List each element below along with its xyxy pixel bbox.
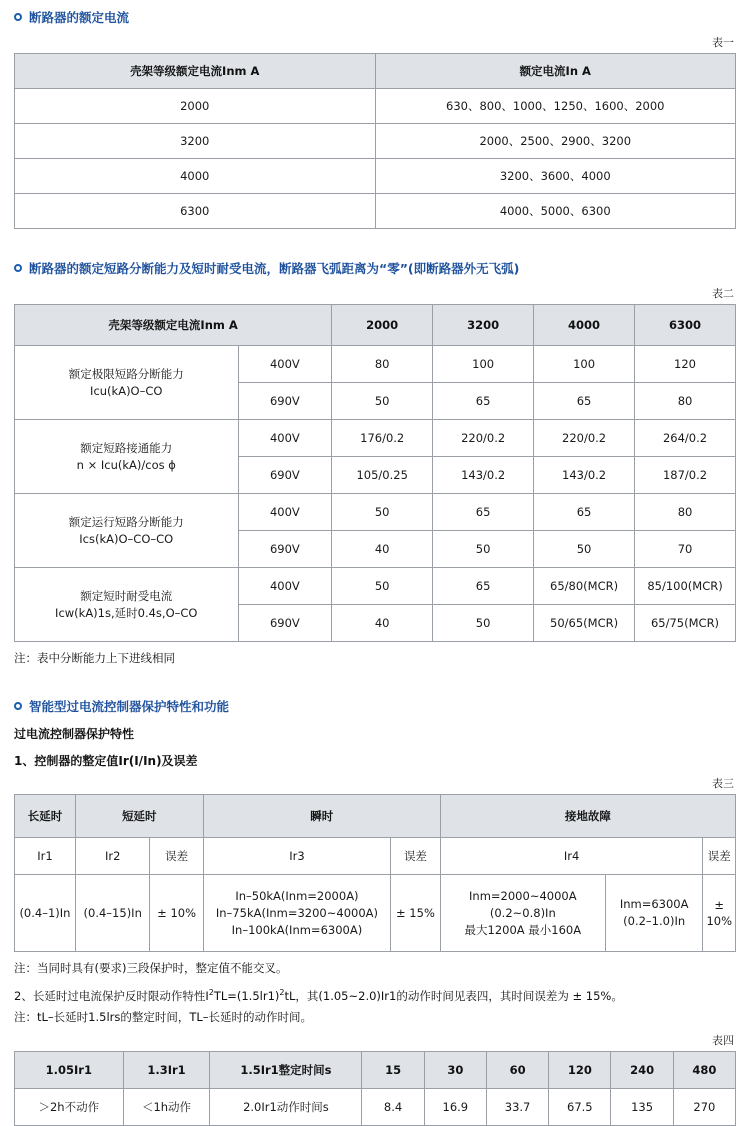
row-label-ics xyxy=(15,494,239,568)
cell-frame-3200: 3200 xyxy=(15,124,376,159)
t4-r1-c1: 1.05Ir1 xyxy=(15,1051,124,1088)
t4-r2-c1: ＞2h不动作 xyxy=(15,1088,124,1125)
cell-ir3-error: ± 15% xyxy=(391,875,441,952)
section-breaking-capacity xyxy=(0,261,750,667)
spacer xyxy=(0,667,750,689)
voltage-690v: 690V xyxy=(238,605,332,642)
t4-r2-c3: 2.0Ir1动作时间s xyxy=(210,1088,362,1125)
bullet-icon xyxy=(14,264,22,272)
row-label-icu-line1: 额定极限短路分断能力 xyxy=(68,366,184,381)
table3-sub-err3: 误差 xyxy=(703,838,736,875)
cell-ir2-value: (0.4–15)In xyxy=(75,875,150,952)
cell: 40 xyxy=(332,531,433,568)
cell: 80 xyxy=(635,383,736,420)
table3-label: 表三 xyxy=(712,777,734,790)
table-row xyxy=(15,305,736,346)
cell: 50 xyxy=(433,531,534,568)
table-breaking-capacity xyxy=(14,304,736,642)
cell: 50/65(MCR) xyxy=(534,605,635,642)
table-row xyxy=(15,795,736,838)
cell-ir4-a-line2: (0.2~0.8)In xyxy=(489,905,556,920)
table2-header-3200: 3200 xyxy=(433,305,534,346)
table-setting-values xyxy=(14,794,736,952)
item2-sup1: 2 xyxy=(208,988,214,997)
cell-frame-2000: 2000 xyxy=(15,89,376,124)
cell: 100 xyxy=(433,346,534,383)
table1-header-rated: 额定电流In A xyxy=(375,54,736,89)
table-row xyxy=(15,194,736,229)
voltage-690v: 690V xyxy=(238,383,332,420)
cell-ir3-line1: In–50kA(Inm=2000A) xyxy=(235,888,359,903)
cell: 50 xyxy=(433,605,534,642)
voltage-400v: 400V xyxy=(238,346,332,383)
table3-sub-ir3: Ir3 xyxy=(203,838,390,875)
voltage-690v: 690V xyxy=(238,531,332,568)
table3-header-instant: 瞬时 xyxy=(203,795,440,838)
table3-sub-ir1: Ir1 xyxy=(15,838,76,875)
cell-current-4000: 3200、3600、4000 xyxy=(375,159,736,194)
cell: 143/0.2 xyxy=(433,457,534,494)
row-label-icw-line1: 额定短时耐受电流 xyxy=(80,588,173,603)
cell-frame-4000: 4000 xyxy=(15,159,376,194)
table3-sub-ir4: Ir4 xyxy=(440,838,703,875)
table-row xyxy=(15,124,736,159)
cell-ir3-line3: In–100kA(Inm=6300A) xyxy=(231,922,363,937)
table4-label: 表四 xyxy=(712,1033,734,1047)
table3-note: 注：当同时具有(要求)三段保护时，整定值不能交叉。 xyxy=(14,961,288,975)
item2-post: tL，其(1.05~2.0)Ir1的动作时间见表四，其时间误差为 ± 15%。 xyxy=(284,988,623,1003)
table3-sub-ir2: Ir2 xyxy=(75,838,150,875)
table-row xyxy=(15,1088,736,1125)
t4-r1-c6: 60 xyxy=(486,1051,548,1088)
t4-r2-c4: 8.4 xyxy=(362,1088,424,1125)
section3-subheading: 过电流控制器保护特性 xyxy=(14,727,135,741)
cell-ir4-b-line2: (0.2–1.0)In xyxy=(623,914,686,928)
t4-r1-c9: 480 xyxy=(673,1051,735,1088)
cell-ir4-b xyxy=(605,875,703,952)
cell-ir4-error: ± 10% xyxy=(703,875,736,952)
cell: 65/80(MCR) xyxy=(534,568,635,605)
table-row xyxy=(15,875,736,952)
cell: 40 xyxy=(332,605,433,642)
table3-header-short-delay: 短延时 xyxy=(75,795,203,838)
cell-ir3-value xyxy=(203,875,390,952)
cell: 176/0.2 xyxy=(332,420,433,457)
section2-heading-text: 断路器的额定短路分断能力及短时耐受电流，断路器飞弧距离为“零”(即断路器外无飞弧) xyxy=(29,261,520,276)
section-rated-current xyxy=(0,10,750,229)
t4-r1-c5: 30 xyxy=(424,1051,486,1088)
cell: 65 xyxy=(433,568,534,605)
t4-r2-c2: ＜1h动作 xyxy=(123,1088,210,1125)
table3-sub-err1: 误差 xyxy=(150,838,203,875)
table-row xyxy=(15,1051,736,1088)
section1-heading-text: 断路器的额定电流 xyxy=(29,10,130,25)
datasheet-page xyxy=(0,10,750,1126)
cell: 50 xyxy=(332,494,433,531)
cell-ir4-a-line3: 最大1200A 最小160A xyxy=(464,922,582,937)
cell: 187/0.2 xyxy=(635,457,736,494)
cell-ir1-value: (0.4–1)In xyxy=(15,875,76,952)
cell: 65 xyxy=(534,383,635,420)
table1-header-frame: 壳架等级额定电流Inm A xyxy=(15,54,376,89)
row-label-icu-line2: Icu(kA)O–CO xyxy=(90,383,163,398)
item2-sup2: 2 xyxy=(279,988,285,997)
t4-r1-c3: 1.5Ir1整定时间s xyxy=(210,1051,362,1088)
cell: 70 xyxy=(635,531,736,568)
cell-current-6300: 4000、5000、6300 xyxy=(375,194,736,229)
row-label-ics-line2: Ics(kA)O–CO–CO xyxy=(79,531,174,546)
row-label-making xyxy=(15,420,239,494)
voltage-690v: 690V xyxy=(238,457,332,494)
t4-r2-c9: 270 xyxy=(673,1088,735,1125)
table2-header-frame: 壳架等级额定电流Inm A xyxy=(15,305,332,346)
t4-r2-c5: 16.9 xyxy=(424,1088,486,1125)
row-label-icu xyxy=(15,346,239,420)
cell: 80 xyxy=(635,494,736,531)
row-label-icw xyxy=(15,568,239,642)
voltage-400v: 400V xyxy=(238,568,332,605)
row-label-making-line2: n × Icu(kA)/cos ϕ xyxy=(76,457,176,472)
cell: 100 xyxy=(534,346,635,383)
cell: 65 xyxy=(433,494,534,531)
section3-heading-text: 智能型过电流控制器保护特性和功能 xyxy=(29,699,230,714)
cell-ir4-b-line1: Inm=6300A xyxy=(619,897,689,911)
cell: 50 xyxy=(332,568,433,605)
table2-header-6300: 6300 xyxy=(635,305,736,346)
voltage-400v: 400V xyxy=(238,494,332,531)
cell: 105/0.25 xyxy=(332,457,433,494)
table-row xyxy=(15,838,736,875)
cell: 65 xyxy=(433,383,534,420)
table2-label: 表二 xyxy=(712,287,734,300)
cell: 65 xyxy=(534,494,635,531)
section1-heading xyxy=(14,10,736,26)
bullet-icon xyxy=(14,13,22,21)
table-row xyxy=(15,89,736,124)
item2-pre: 2、长延时过电流保护反时限动作特性I xyxy=(14,988,209,1003)
t4-r2-c8: 135 xyxy=(611,1088,673,1125)
table1-label: 表一 xyxy=(712,36,734,49)
cell: 85/100(MCR) xyxy=(635,568,736,605)
cell: 143/0.2 xyxy=(534,457,635,494)
t4-r1-c8: 240 xyxy=(611,1051,673,1088)
cell-frame-6300: 6300 xyxy=(15,194,376,229)
voltage-400v: 400V xyxy=(238,420,332,457)
spacer xyxy=(0,229,750,251)
cell-ir3-line2: In–75kA(Inm=3200~4000A) xyxy=(215,905,378,920)
t4-r1-c4: 15 xyxy=(362,1051,424,1088)
cell: 80 xyxy=(332,346,433,383)
row-label-ics-line1: 额定运行短路分断能力 xyxy=(68,514,184,529)
t4-r2-c6: 33.7 xyxy=(486,1088,548,1125)
cell: 120 xyxy=(635,346,736,383)
section3-heading xyxy=(14,699,736,715)
cell: 65/75(MCR) xyxy=(635,605,736,642)
cell: 50 xyxy=(534,531,635,568)
section-controller-protection xyxy=(0,699,750,1126)
row-label-icw-line2: Icw(kA)1s,延时0.4s,O–CO xyxy=(55,605,198,620)
section2-heading xyxy=(14,261,736,277)
table2-note: 注：表中分断能力上下进线相同 xyxy=(14,651,175,665)
cell-ir4-a-line1: Inm=2000~4000A xyxy=(469,888,577,903)
t4-r1-c2: 1.3Ir1 xyxy=(123,1051,210,1088)
table-long-delay-times xyxy=(14,1051,736,1126)
cell: 50 xyxy=(332,383,433,420)
section3-item1: 1、控制器的整定值Ir(I/In)及误差 xyxy=(14,754,198,768)
t4-r1-c7: 120 xyxy=(549,1051,611,1088)
row-label-making-line1: 额定短路接通能力 xyxy=(80,440,173,455)
table3-sub-err2: 误差 xyxy=(391,838,441,875)
table2-header-4000: 4000 xyxy=(534,305,635,346)
table3-header-ground-fault: 接地故障 xyxy=(440,795,735,838)
cell-ir4-a xyxy=(440,875,605,952)
section3-note2: 注：tL–长延时1.5lrs的整定时间，TL–长延时的动作时间。 xyxy=(14,1009,313,1024)
cell: 220/0.2 xyxy=(433,420,534,457)
table3-header-long-delay: 长延时 xyxy=(15,795,76,838)
section3-item2 xyxy=(14,983,736,1006)
table-row xyxy=(15,159,736,194)
table-rated-current xyxy=(14,53,736,229)
table-row xyxy=(15,54,736,89)
table-row xyxy=(15,346,736,383)
bullet-icon xyxy=(14,702,22,710)
t4-r2-c7: 67.5 xyxy=(549,1088,611,1125)
table2-header-2000: 2000 xyxy=(332,305,433,346)
table-row xyxy=(15,568,736,605)
table-row xyxy=(15,494,736,531)
table-row xyxy=(15,420,736,457)
item2-mid: TL=(1.5lr1) xyxy=(213,988,280,1003)
cell: 220/0.2 xyxy=(534,420,635,457)
cell: 264/0.2 xyxy=(635,420,736,457)
cell-current-3200: 2000、2500、2900、3200 xyxy=(375,124,736,159)
cell-current-2000: 630、800、1000、1250、1600、2000 xyxy=(375,89,736,124)
cell-ir2-error: ± 10% xyxy=(150,875,203,952)
